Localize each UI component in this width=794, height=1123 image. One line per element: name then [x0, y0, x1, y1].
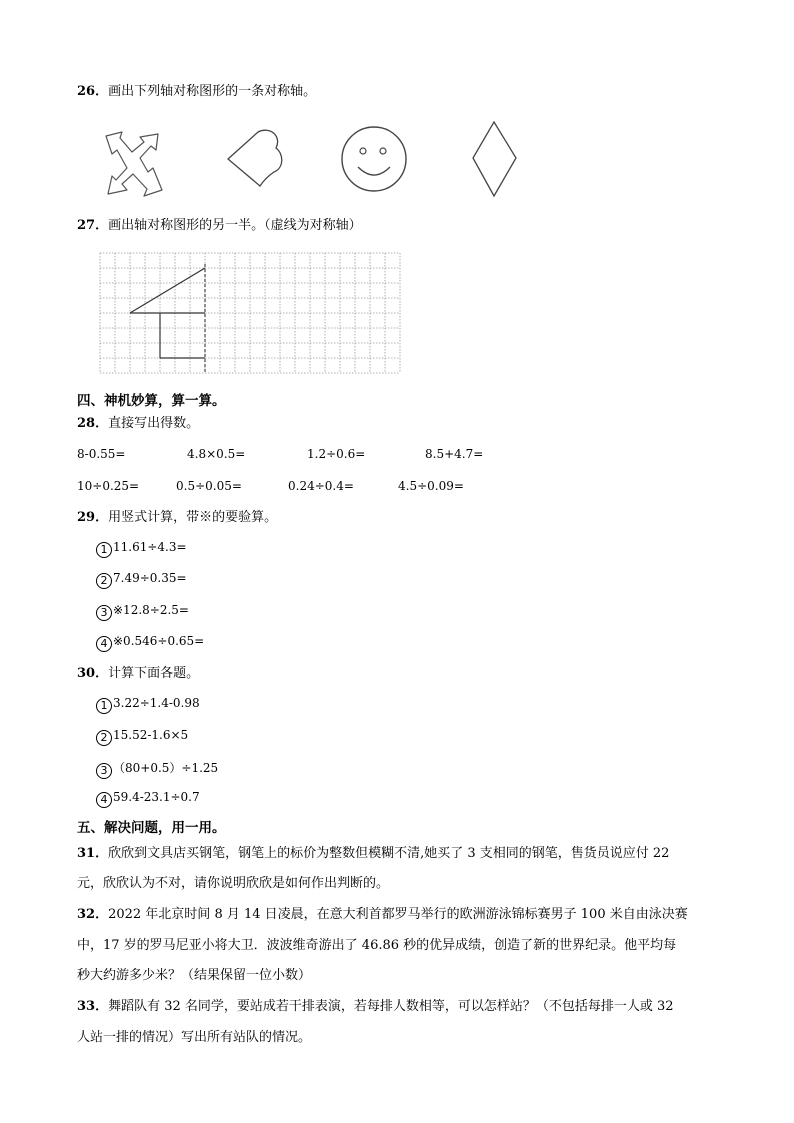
question-number: 32． [77, 907, 109, 922]
question-text: 直接写出得数。 [108, 416, 200, 431]
sub-item-expression: ※0.546÷0.65= [113, 634, 205, 648]
question-text: 用竖式计算，带※的要验算。 [108, 510, 278, 525]
smiley-face-icon [338, 123, 410, 195]
question-29 [77, 509, 277, 527]
question-text: 舞蹈队有 32 名同学，要站成若干排表演，若每排人数相等，可以怎样站？（不包括每排一人或 32 [108, 999, 674, 1014]
mental-math-item: 1.2÷0.6= [307, 447, 366, 461]
symmetry-grid-figure [97, 250, 403, 376]
mental-math-item: 8-0.55= [77, 447, 126, 461]
question-33-line-2: 人站一排的情况）写出所有站队的情况。 [77, 1030, 312, 1045]
sub-item-expression: 15.52-1.6×5 [113, 728, 189, 742]
sub-item [96, 540, 187, 558]
figure-edge [130, 268, 205, 313]
question-31-line-2: 元，欣欣认为不对，请你说明欣欣是如何作出判断的。 [77, 876, 390, 891]
question-32-line-2: 中，17 岁的罗马尼亚小将大卫．波波维奇游出了 46.86 秒的优异成绩，创造了新的世界纪录。他平均每 [77, 938, 677, 953]
circled-number: 1 [96, 698, 112, 714]
sub-item-expression: 59.4-23.1÷0.7 [113, 790, 200, 804]
question-text: 2022 年北京时间 8 月 14 日凌晨，在意大利首都罗马举行的欧洲游泳锦标赛男子 100 米自由泳决赛 [108, 907, 688, 922]
circled-number: 2 [96, 573, 112, 589]
section-5-title: 五、解决问题，用一用。 [77, 820, 226, 836]
question-28 [77, 415, 199, 433]
sub-item-expression: ※12.8÷2.5= [113, 603, 189, 617]
circled-number: 4 [96, 636, 112, 652]
question-30 [77, 665, 199, 683]
question-text: 计算下面各题。 [108, 666, 200, 681]
question-26 [77, 83, 316, 101]
question-32-line-1 [77, 903, 747, 922]
mental-math-item: 10÷0.25= [77, 479, 140, 493]
question-number: 29． [77, 510, 109, 525]
mental-math-item: 8.5+4.7= [425, 447, 484, 461]
sub-item [96, 603, 189, 621]
sub-item [96, 790, 200, 808]
circled-number: 3 [96, 605, 112, 621]
mental-math-item: 4.5÷0.09= [398, 479, 464, 493]
question-number: 26． [77, 84, 109, 99]
sub-item-expression: 3.22÷1.4-0.98 [113, 696, 200, 710]
question-text: 画出下列轴对称图形的一条对称轴。 [108, 84, 317, 99]
question-number: 28． [77, 416, 109, 431]
sub-item [96, 696, 200, 714]
mental-math-item: 0.5÷0.05= [176, 479, 242, 493]
sub-item-expression: 11.61÷4.3= [113, 540, 187, 554]
question-27 [77, 217, 362, 235]
circled-number: 3 [96, 763, 112, 779]
question-text: 画出轴对称图形的另一半。（虚线为对称轴） [108, 218, 362, 233]
sub-item-expression: 7.49÷0.35= [113, 571, 187, 585]
question-text: 欣欣到文具店买钢笔，钢笔上的标价为整数但模糊不清,她买了 3 支相同的钢笔，售货员说应付 22 [108, 846, 670, 861]
heart-icon [224, 128, 286, 190]
question-32-line-3: 秒大约游多少米？（结果保留一位小数） [77, 968, 312, 983]
question-number: 30． [77, 666, 109, 681]
mental-math-item: 0.24÷0.4= [288, 479, 354, 493]
question-number: 27． [77, 218, 109, 233]
sub-item [96, 571, 187, 589]
question-number: 31． [77, 846, 109, 861]
circled-number: 4 [96, 792, 112, 808]
question-31-line-1 [77, 842, 747, 861]
sub-item [96, 759, 218, 779]
section-4-title: 四、神机妙算，算一算。 [77, 393, 226, 409]
question-33-line-1 [77, 995, 747, 1014]
sub-item-expression: （80+0.5）÷1.25 [113, 761, 219, 775]
mental-math-item: 4.8×0.5= [187, 447, 246, 461]
sub-item [96, 728, 188, 746]
circled-number: 2 [96, 730, 112, 746]
arrow-figure-icon [100, 128, 170, 202]
circled-number: 1 [96, 542, 112, 558]
question-number: 33． [77, 999, 109, 1014]
sub-item [96, 634, 204, 652]
rhombus-icon [470, 120, 520, 200]
